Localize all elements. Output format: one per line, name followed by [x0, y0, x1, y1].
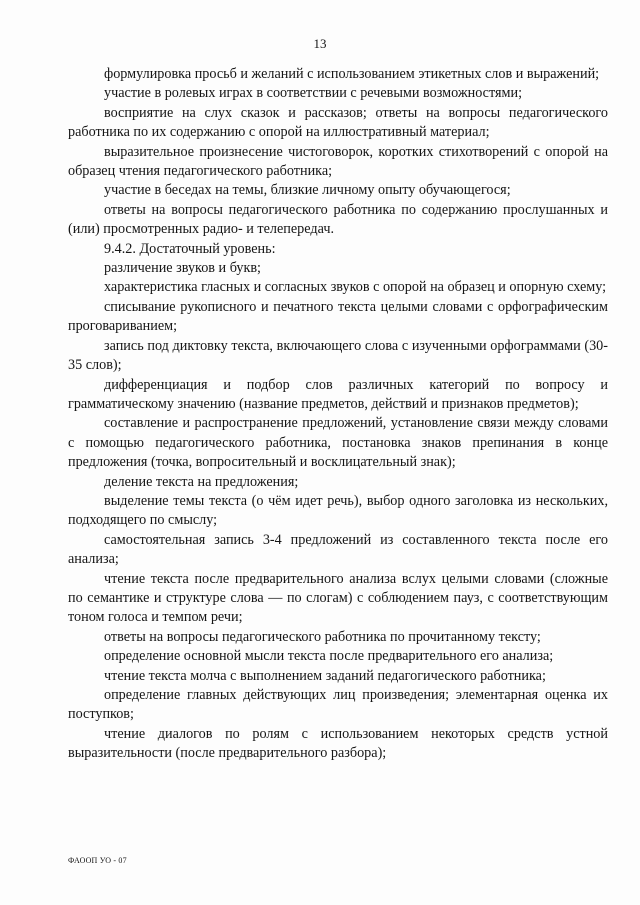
paragraph: списывание рукописного и печатного текста целыми словами с орфографическим проговариванием;	[68, 298, 608, 335]
paragraph: участие в беседах на темы, близкие личному опыту обучающегося;	[104, 182, 511, 199]
page-number: 13	[313, 36, 327, 51]
paragraph: выделение темы текста (о чём идет речь), выбор одного заголовка из нескольких, подходящего по смыслу;	[68, 492, 608, 529]
paragraph: формулировка просьб и желаний с использованием этикетных слов и выражений;	[104, 66, 600, 82]
paragraph: дифференциация и подбор слов различных категорий по вопросу и грамматическому значению (название предметов, действий и признаков предметов);	[68, 376, 608, 412]
paragraph: ответы на вопросы педагогического работника по содержанию прослушанных и (или) просмотренных радио- и телепередач.	[68, 201, 608, 238]
paragraph: запись под диктовку текста, включающего слова с изученными орфограммами (30-35 слов);	[68, 337, 608, 374]
paragraph: самостоятельная запись 3-4 предложений из составленного текста после его анализа;	[68, 531, 608, 568]
paragraph: определение главных действующих лиц произведения; элементарная оценка их поступков;	[68, 687, 608, 723]
paragraph: определение основной мысли текста после предварительного его анализа;	[104, 648, 554, 665]
document-body	[68, 65, 608, 764]
paragraph: составление и распространение предложений, установление связи между словами с помощью педагогического работника, постановка знаков препинания в конце предложения (точка, вопросительный и восклицательный знак);	[68, 415, 608, 471]
paragraph: различение звуков и букв;	[104, 260, 261, 277]
paragraph: чтение диалогов по ролям с использованием некоторых средств устной выразительности (после предварительного разбора);	[68, 725, 608, 762]
paragraph: чтение текста после предварительного анализа вслух целыми словами (сложные по семантике и структуре слова — по слогам) с соблюдением пауз, с соответствующим тоном голоса и темпом речи;	[68, 570, 608, 626]
paragraph: характеристика гласных и согласных звуков с опорой на образец и опорную схему;	[104, 279, 607, 296]
paragraph: чтение текста молча с выполнением заданий педагогического работника;	[104, 667, 546, 684]
paragraph: деление текста на предложения;	[104, 473, 299, 490]
paragraph: ответы на вопросы педагогического работника по прочитанному тексту;	[104, 628, 541, 645]
section-heading: 9.4.2. Достаточный уровень:	[104, 240, 276, 257]
paragraph: восприятие на слух сказок и рассказов; ответы на вопросы педагогического работника по их содержанию с опорой на иллюстративный материал;	[68, 104, 608, 141]
footer-code: ФАООП УО - 07	[68, 856, 127, 865]
paragraph: выразительное произнесение чистоговорок, коротких стихотворений с опорой на образец чтения педагогического работника;	[68, 143, 608, 180]
paragraph: участие в ролевых играх в соответствии с речевыми возможностями;	[104, 85, 523, 102]
